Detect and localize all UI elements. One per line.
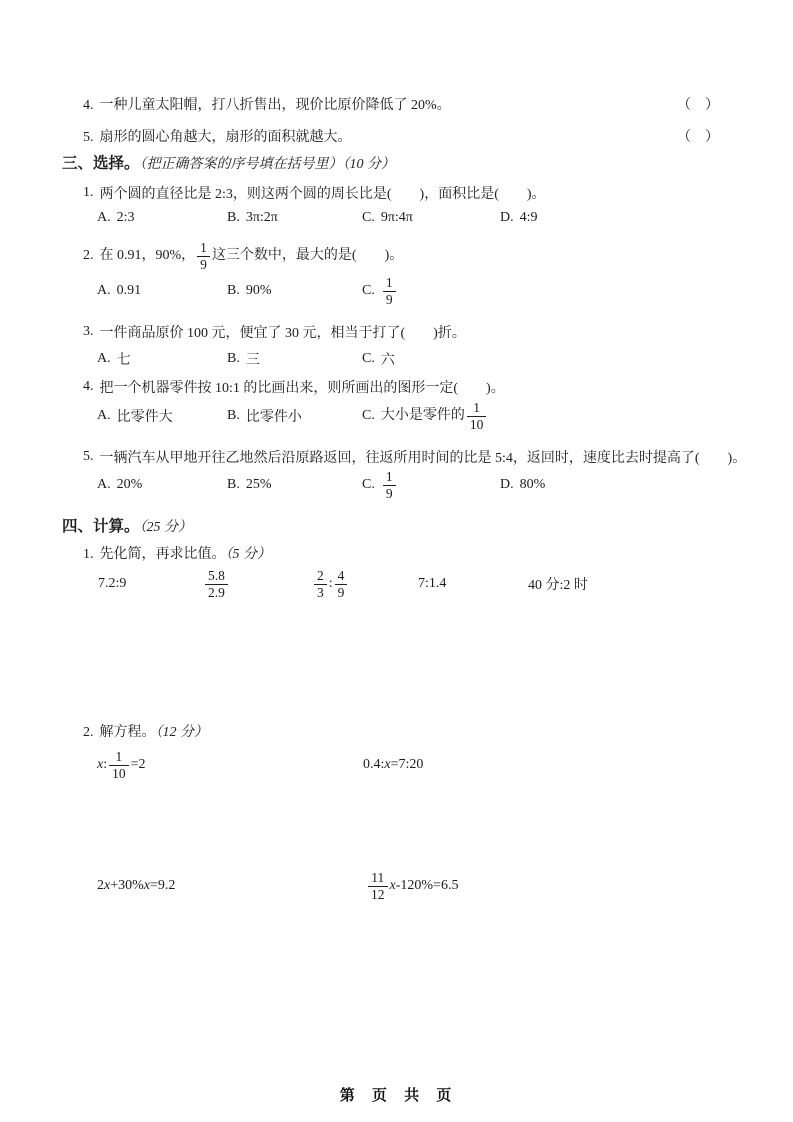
option-d: [500, 477, 545, 493]
equation-4: $\frac{11}{12}$ x -120%=6.5: [366, 870, 458, 902]
question-number: 1.: [83, 185, 94, 200]
option-label: A.: [97, 210, 111, 225]
option-label: C.: [362, 408, 375, 423]
option-text: 比零件大: [116, 410, 173, 425]
option-a: [97, 210, 135, 226]
option-text: 3π:2π: [245, 210, 278, 225]
option-text: 0.91: [116, 283, 142, 298]
option-text: 25%: [245, 477, 272, 492]
choice-question-5: [83, 447, 746, 467]
choice-options-2: [97, 272, 793, 310]
question-text: 把一个机器零件按 10:1 的比画出来，则所画出的图形一定( )。: [99, 381, 505, 396]
option-label: D.: [500, 210, 514, 225]
section-points: （10 分）: [342, 157, 396, 172]
option-label: B.: [227, 351, 240, 366]
option-c: [362, 400, 488, 432]
choice-question-4: [83, 377, 505, 397]
choice-question-2: [83, 238, 403, 274]
item-number: 4.: [83, 98, 94, 113]
section-choice-header: [62, 151, 395, 173]
option-label: C.: [362, 351, 375, 366]
option-label: A.: [97, 408, 111, 423]
question-number: 2.: [83, 248, 94, 263]
item-number: 5.: [83, 130, 94, 145]
equation-2: 0.4: x =7:20: [363, 757, 424, 772]
calc-part2-title: [83, 721, 208, 741]
option-label: A.: [97, 351, 111, 366]
part-number: 2.: [83, 725, 94, 740]
option-d: [500, 210, 538, 226]
option-label: D.: [500, 477, 514, 492]
option-b: [227, 406, 302, 426]
option-label: C.: [362, 477, 375, 492]
section-heading: 四、计算。: [62, 518, 140, 535]
option-c: [362, 275, 398, 307]
section-heading: 三、选择。: [62, 155, 140, 172]
equation-3: 2 x +30% x =9.2: [97, 878, 176, 893]
expression-5: 40 分:2 时: [528, 578, 588, 593]
option-a: [97, 283, 141, 299]
question-text: 一辆汽车从甲地开往乙地然后沿原路返回，往返所用时间的比是 5:4，返回时，速度比去时提高了( )。: [99, 451, 747, 466]
option-text: 4:9: [519, 210, 538, 225]
choice-question-1: [83, 183, 546, 203]
equations-row-2: [97, 866, 793, 906]
option-text: 9π:4π: [380, 210, 413, 225]
option-text: 六: [380, 353, 395, 368]
option-text: 比零件小: [245, 410, 302, 425]
option-label: B.: [227, 408, 240, 423]
choice-options-5: [97, 466, 793, 504]
answer-bracket: （ ）: [677, 98, 719, 113]
answer-bracket: （ ）: [677, 130, 719, 145]
choice-question-3: [83, 322, 466, 342]
simplify-expressions-row: [98, 564, 793, 604]
option-text: 20%: [116, 477, 143, 492]
expression-1: 7.2:9: [98, 576, 127, 591]
option-label: C.: [362, 283, 375, 298]
item-text: 一种儿童太阳帽，打八折售出，现价比原价降低了 20%。: [99, 98, 451, 113]
judge-item-4: [83, 94, 793, 114]
option-text: $\frac{1}{9}$: [381, 275, 398, 307]
option-b: [227, 210, 278, 226]
part-points: （12 分）: [155, 725, 208, 740]
option-label: A.: [97, 477, 111, 492]
option-text: 80%: [519, 477, 546, 492]
option-text: 大小是零件的 $\frac{1}{10}$: [381, 400, 489, 432]
equation-1: x : $\frac{1}{10}$ =2: [97, 748, 146, 781]
option-text: $\frac{1}{9}$: [381, 469, 398, 501]
option-label: B.: [227, 283, 240, 298]
choice-options-4: [97, 397, 793, 435]
option-a: [97, 349, 131, 369]
option-label: B.: [227, 210, 240, 225]
question-number: 3.: [83, 324, 94, 339]
option-text: 90%: [245, 283, 272, 298]
page-footer: 第 页 共 页: [339, 1087, 454, 1104]
choice-options-3: [97, 349, 793, 369]
question-text: 一件商品原价 100 元，便宜了 30 元，相当于打了( )折。: [99, 326, 466, 341]
option-a: [97, 406, 173, 426]
question-text: 在 0.91，90%， $\frac{1}{9}$ 这三个数中，最大的是( )。: [99, 239, 404, 272]
option-text: 2:3: [116, 210, 135, 225]
equations-row-1: [97, 745, 793, 785]
expression-2: $\frac{5.8}{2.9}$: [203, 568, 230, 600]
option-a: [97, 477, 142, 493]
option-c: [362, 469, 398, 501]
section-instruction: （把正确答案的序号填在括号里）: [139, 157, 343, 172]
option-text: 七: [116, 353, 131, 368]
question-number: 4.: [83, 379, 94, 394]
part-number: 1.: [83, 547, 94, 562]
option-label: B.: [227, 477, 240, 492]
item-text: 扇形的圆心角越大，扇形的面积就越大。: [99, 130, 352, 145]
expression-4: 7:1.4: [418, 576, 447, 591]
part-title: 先化简，再求比值。: [99, 547, 226, 562]
option-label: A.: [97, 283, 111, 298]
choice-options-1: [97, 208, 793, 228]
question-number: 5.: [83, 449, 94, 464]
section-points: （25 分）: [139, 520, 193, 535]
judge-item-5: [83, 126, 793, 146]
option-label: C.: [362, 210, 375, 225]
part-title: 解方程。: [99, 725, 156, 740]
option-text: 三: [245, 353, 260, 368]
expression-3: $\frac{2}{3}$ : $\frac{4}{9}$: [312, 568, 349, 600]
option-b: [227, 349, 260, 369]
part-points: （5 分）: [225, 547, 271, 562]
option-b: [227, 477, 272, 493]
option-b: [227, 283, 272, 299]
calc-part1-title: [83, 543, 271, 563]
section-calc-header: [62, 514, 192, 536]
option-c: [362, 210, 413, 226]
question-text: 两个圆的直径比是 2:3，则这两个圆的周长比是( )，面积比是( )。: [99, 187, 546, 202]
option-c: [362, 349, 395, 369]
